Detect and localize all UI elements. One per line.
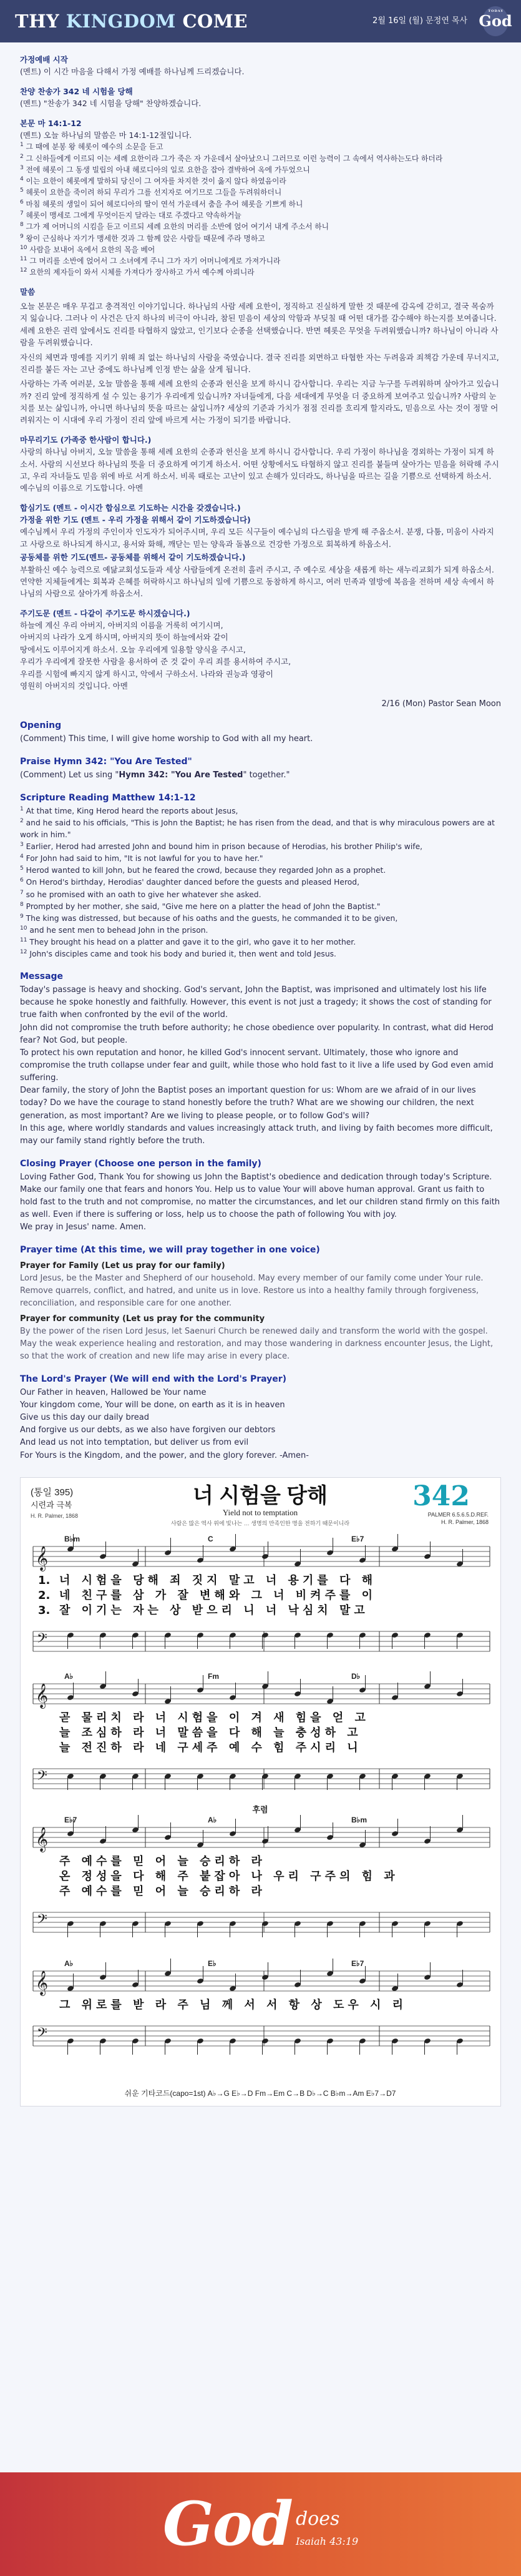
verse-number: 6	[20, 199, 24, 205]
chord-symbol: A♭	[64, 1671, 74, 1681]
header-bar	[0, 0, 521, 42]
lyric-line: 곧 물리치 라 너 시험을 이 겨 새 힘을 얻 고	[59, 1711, 369, 1724]
verse-number: 8	[20, 901, 24, 908]
text-line: For Yours is the Kingdom, and the power, and the glory forever. -Amen-	[20, 1450, 309, 1460]
en-family-prayer-line: Lord Jesus, be the Master and Shepherd of our household. May every member of our family come under Your rule. Remove quarrels, conflict, and hatred, and unite us in love. Restore us into a healthy family through forgiveness, reconciliation, and responsible care for one another.	[20, 1274, 484, 1309]
verse-number-label: 1.	[38, 1573, 51, 1587]
en-scripture-title: Scripture Reading Matthew 14:1-12	[20, 793, 196, 804]
verse-line	[20, 199, 501, 210]
chord-symbol: E♭7	[64, 1815, 77, 1824]
en-praise-title: Praise Hymn 342: "You Are Tested"	[20, 757, 192, 767]
chord-symbol: B♭m	[64, 1534, 80, 1543]
chord-symbol: D♭	[351, 1671, 361, 1681]
text-line: 땅에서도 이루어지게 하소서. 오늘 우리에게 일용할 양식을 주시고,	[20, 644, 246, 654]
verse-text: 사람을 보내어 옥에서 요한의 목을 베어	[27, 245, 155, 254]
verse-number: 5	[20, 187, 24, 194]
lyric-line: 주 예수를 믿 어 늘 승리하 라	[59, 1854, 266, 1868]
hymn-title-en: Yield not to temptation	[222, 1507, 298, 1517]
text-line: 아버지의 나라가 오게 하시며, 아버지의 뜻이 하늘에서와 같이	[20, 632, 228, 642]
text-line: 영원히 아버지의 것입니다. 아멘	[20, 681, 128, 691]
verse-text: and he said to his officials, "This is John the Baptist; he has risen from the dead, and that is why miraculous powers are at work in him."	[20, 818, 495, 840]
ko-scripture-line: (멘트) 오늘 하나님의 말씀은 마 14:1-12절입니다.	[20, 130, 192, 140]
text-line: 사랑하는 가족 여러분, 오늘 말씀을 통해 세례 요한의 순종과 헌신을 보게 하시니 감사합니다. 우리는 지금 누구를 두려워하며 살아가고 있습니까? 진리 앞에 정직하게 설 수 있는 용기가 우리에게 있습니까? 자녀들에게, 다음 세대에게 무엇을 더 중요하게 보여주고 있습니까? 사람의 눈치를 보는 삶입니까, 아니면 하나님의 뜻을 따르는 삶입니까? 세상의 기준과 가치가 점점 진리를 흐리게 할지라도, 믿음으로 사는 것이 정말 어려워지는 이 시대에 우리 가정이 진리 앞에 바르게 서는 가정이 되기를 바랍니다.	[20, 379, 499, 425]
verse-text: 헤롯이 요한을 죽이려 하되 무리가 그를 선지자로 여기므로 그들을 두려워하더니	[23, 188, 282, 197]
hymn-title-ko: 너 시험을 당해	[193, 1483, 328, 1508]
verse-line	[20, 913, 501, 925]
verse-number: 1	[20, 805, 24, 812]
hymn-subtitle: 사람은 많은 역사 위에 빛나는 … 생명의 만족인한 명을 전하기 때문이니라	[170, 1520, 350, 1526]
bass-clef-icon: 𝄢	[37, 2025, 47, 2044]
hymn-number: 342	[412, 1480, 470, 1512]
verse-line	[20, 925, 501, 937]
verse-line	[20, 901, 501, 913]
chord-symbol: E♭	[208, 1959, 217, 1968]
text-line: 자신의 체면과 명예를 지키기 위해 죄 없는 하나님의 사람을 죽였습니다. 결국 진리를 외면하고 타협한 자는 두려움과 죄책감 가운데 무너지고, 진리를 붙든 자는 고난 중에도 하나님께 인정 받는 삶을 살게 됩니다.	[20, 352, 499, 374]
text-line: 우리가 우리에게 잘못한 사람을 용서하여 준 것 같이 우리 죄를 용서하여 주시고,	[20, 657, 291, 667]
lyric-line: 온 정성을 다 해 주 붙잡아 나 우리 구주의 힘 과	[59, 1869, 399, 1883]
text-line: Our Father in heaven, Hallowed be Your name	[20, 1387, 207, 1397]
verse-number: 6	[20, 877, 24, 884]
verse-text: and he sent men to behead John in the prison.	[27, 926, 208, 935]
verse-number: 7	[20, 210, 24, 217]
verse-text: On Herod's birthday, Herodias' daughter danced before the guests and pleased Herod,	[23, 878, 359, 887]
verse-text: 헤롯이 맹세로 그에게 무엇이든지 달라는 대로 주겠다고 약속하거늘	[23, 210, 241, 220]
verse-text: Herod wanted to kill John, but he feared the crowd, because they regarded John as a prophet.	[23, 866, 386, 875]
verse-line	[20, 889, 501, 901]
verse-text: 요한의 제자들이 와서 시체를 가져다가 장사하고 가서 예수께 아뢰니라	[27, 268, 255, 277]
bass-clef-icon: 𝄢	[37, 1911, 47, 1930]
lyric-line: 늘 전진하 라 네 구세주 예 수 힘 주시리 니	[59, 1741, 362, 1754]
text-line: John did not compromise the truth before authority; he chose obedience over popularity. In contrast, what did Herod fear? Not God, but people.	[20, 1023, 494, 1045]
en-community-prayer-title: Prayer for community (Let us pray for the community	[20, 1314, 265, 1324]
verse-line	[20, 817, 501, 841]
ko-opening-line: (멘트) 이 시간 마음을 다해서 가정 예배를 하나님께 드리겠습니다.	[20, 67, 245, 77]
text-line: In this age, where worldly standards and values increasingly attack truth, and living by faith becomes more difficult, may our family stand rightly before the truth.	[20, 1123, 493, 1146]
hymn-tune: PALMER 6.5.6.5.D.REF.	[427, 1511, 489, 1518]
korean-section	[20, 54, 501, 692]
verse-text: 마침 헤롯의 생일이 되어 헤로디아의 딸이 연석 가운데서 춤을 추어 헤롯을 기쁘게 하니	[23, 199, 303, 209]
treble-clef-icon: 𝄞	[36, 1683, 49, 1708]
ko-community-prayer-line: 부활하신 예수 능력으로 예닮교회성도들과 세상 사람들에게 온전히 흘러 주시고, 주 예수로 세상을 새롭게 하는 새누리교회가 되게 하옵소서. 연약한 지체들에게는 회복과 은혜를 허락하시고 하나님의 일에 기쁨으로 동참하게 하시고, 여러 민족과 열방에 복음을 전하며 세상 속에서 하나님의 사람으로 살아가게 하옵소서.	[20, 564, 494, 599]
refrain-label: 후렴	[252, 1804, 268, 1814]
verse-number: 9	[20, 913, 24, 920]
hymn-author-right: H. R. Palmer, 1868	[441, 1518, 489, 1525]
en-closing-title: Closing Prayer (Choose one person in the family)	[20, 1158, 261, 1169]
text-line: And forgive us our debts, as we also have forgiven our debtors	[20, 1425, 276, 1435]
treble-clef-icon: 𝄞	[36, 1545, 49, 1571]
god-today-logo: God TODAY	[482, 6, 509, 36]
verse-text: 그 머리를 소반에 얹어서 그 소녀에게 주니 그가 자기 어머니에게로 가져가니라	[27, 257, 281, 266]
text-line: To protect his own reputation and honor, he killed God's innocent servant. Ultimately, those who ignore and compromise the truth collapse under fear and guilt, while those who hold fast to it live a life used by God even amid suffering.	[20, 1048, 494, 1083]
verse-number-label: 2.	[38, 1588, 51, 1602]
verse-number: 3	[20, 164, 24, 171]
en-family-prayer-title: Prayer for Family (Let us pray for our family)	[20, 1261, 225, 1271]
en-closing-amen: We pray in Jesus' name. Amen.	[20, 1222, 146, 1232]
chord-symbol: C	[208, 1534, 213, 1543]
verse-number: 1	[20, 142, 24, 149]
verse-number: 5	[20, 865, 24, 872]
english-date-line: 2/16 (Mon) Pastor Sean Moon	[381, 699, 501, 709]
verse-line	[20, 210, 501, 221]
en-prayer-title: Prayer time (At this time, we will pray together in one voice)	[20, 1245, 320, 1256]
verse-text: They brought his head on a platter and gave it to the girl, who gave it to her mother.	[27, 938, 356, 947]
en-opening-title: Opening	[20, 720, 62, 731]
verse-line	[20, 853, 501, 865]
verse-number: 11	[20, 937, 27, 944]
verse-number: 12	[20, 949, 27, 956]
treble-clef-icon: 𝄞	[36, 1970, 49, 1995]
verse-line	[20, 164, 501, 175]
ko-lords-prayer-title: 주기도문 (멘트 - 다같이 주기도문 하시겠습니다.)	[20, 608, 190, 618]
hymn-guitar-note: 쉬운 기타코드(capo=1st) A♭→G E♭→D Fm→Em C→B D♭→C B♭m→Am E♭7→D7	[124, 2088, 396, 2098]
hymn-category: 시련과 극복	[31, 1500, 72, 1510]
verse-text: At that time, King Herod heard the reports about Jesus,	[23, 806, 238, 815]
verse-number: 8	[20, 222, 24, 229]
lyric-line: 늘 조심하 라 너 말씀을 다 해 늘 충성하 고	[59, 1726, 362, 1739]
ko-opening-title: 가정예배 시작	[20, 55, 68, 64]
verse-number: 3	[20, 842, 24, 848]
verse-text: John's disciples came and took his body and buried it, then went and told Jesus.	[27, 950, 336, 959]
verse-number: 4	[20, 853, 24, 860]
verse-text: 그 신하들에게 이르되 이는 세례 요한이라 그가 죽은 자 가운데서 살아났으니 그러므로 이런 능력이 그 속에서 역사하는도다 하더라	[23, 154, 443, 163]
english-section	[20, 719, 501, 1462]
lyric-line: 잘 이기는 자는 상 받으리 니 너 낙심치 말고	[59, 1603, 369, 1617]
ko-family-prayer-line: 예수님께서 우리 가정의 주인이자 인도자가 되어주시며, 우리 모든 식구들이 예수님의 다스림을 받게 해 주옵소서. 분쟁, 다툼, 미움이 사라지고 사랑으로 하나되게 하시고, 용서와 화해, 깨닫는 믿는 양육과 돌봄으로 건강한 가정으로 회복하게 하옵소서.	[20, 527, 494, 549]
verse-number: 2	[20, 817, 24, 824]
verse-number: 10	[20, 244, 27, 251]
en-verse-list	[20, 805, 501, 961]
ko-lords-prayer-body	[20, 619, 501, 692]
verse-line	[20, 841, 501, 853]
ko-message-body	[20, 300, 501, 426]
verse-text: 그가 제 어머니의 시킴을 듣고 이르되 세례 요한의 머리를 소반에 얹어 여기서 내게 주소서 하니	[23, 222, 329, 232]
text-line: 하늘에 계신 우리 아버지, 아버지의 이름을 거룩히 여기시며,	[20, 621, 223, 630]
footer-side	[296, 2505, 358, 2549]
verse-number: 7	[20, 889, 24, 896]
ko-praise-line: (멘트) "찬송가 342 네 시험을 당해" 찬양하겠습니다.	[20, 99, 202, 109]
verse-text: 전에 헤롯이 그 동생 빌립의 아내 헤로디아의 일로 요한을 잡아 결박하여 옥에 가두었으니	[23, 165, 310, 174]
bass-clef-icon: 𝄢	[37, 1767, 47, 1787]
en-message-title: Message	[20, 971, 64, 982]
verse-number: 2	[20, 153, 24, 160]
ko-community-prayer-title: 공동체를 위한 기도(멘트- 공동체를 위해서 같이 기도하겠습니다.)	[20, 553, 246, 563]
lyric-line: 네 친구를 삼 가 잘 변해와 그 너 비켜주를 이	[59, 1588, 376, 1602]
verse-line	[20, 153, 501, 164]
verse-number: 9	[20, 233, 24, 240]
verse-text: The king was distressed, but because of his oaths and the guests, he commanded it to be given,	[23, 914, 398, 923]
text-line: And lead us not into temptation, but deliver us from evil	[20, 1438, 249, 1448]
verse-line	[20, 805, 501, 817]
ko-prayer-title: 합심기도 (멘트 - 이시간 합심으로 기도하는 시간을 갖겠습니다.)	[20, 503, 241, 513]
lyric-line: 그 위로를 받 라 주 님 께 서 서 항 상 도우 시 리	[59, 1998, 407, 2012]
header-date-author: 2월 16일 (월) 문정연 목사	[372, 16, 467, 26]
lyric-line: 너 시험을 당해 죄 짓지 말고 너 용기를 다 해	[59, 1573, 376, 1587]
footer-banner	[0, 2472, 521, 2576]
verse-text: Earlier, Herod had arrested John and bound him in prison because of Herodias, his brother Philip's wife,	[23, 842, 423, 852]
en-closing-line: Loving Father God, Thank You for showing us John the Baptist's obedience and dedication through today's Scripture. Make our family one that fears and honors You. Help us to value Your will above human approval. Grant us faith to hold fast to the truth and not compromise, no matter the circumstances, and let our children stand firmly on this faith as well. Even if there is suffering or loss, help us to choose the path of following You with joy.	[20, 1172, 500, 1220]
verse-line	[20, 141, 501, 152]
text-line: 오늘 본문은 매우 무겁고 충격적인 이야기입니다. 하나님의 사람 세례 요한이, 정직하고 진실하게 말한 것 때문에 감옥에 갇히고, 결국 목숨까지 잃습니다. 그러나 이 사건은 단지 하나의 비극이 아니라, 참된 믿음이 세상의 악함과 부딪칠 때 어떤 대가를 감수해야 하는지를 보여줍니다. 세례 요한은 권력 앞에서도 진리를 타협하지 않았고, 인기보다 순종을 선택했습니다. 반면 헤롯은 무엇을 두려워했습니까? 하나님이 아니라 사람을 두려워했습니다.	[20, 302, 499, 348]
verse-number: 12	[20, 267, 27, 274]
chord-symbol: A♭	[208, 1815, 217, 1824]
footer-does-word: does	[295, 2508, 340, 2530]
ko-closing-line: 사랑의 하나님 아버지, 오늘 말씀을 통해 세례 요한의 순종과 헌신을 보게 하시니 감사합니다. 우리 가정이 하나님을 경외하는 가정이 되게 하소서. 사람의 시선보다 하나님의 뜻을 더 중요하게 여기게 하소서. 어떤 상황에서도 타협하지 않고 진리를 붙들며 살아가는 믿음을 허락해 주시고, 우리 자녀들도 믿음 위에 바로 서게 하소서. 비록 때로는 고난이 있고 손해가 있더라도, 하나님을 따르는 길을 기쁨으로 선택하게 하소서. 예수님의 이름으로 기도합니다. 아멘	[20, 447, 499, 493]
verse-text: 이는 요한이 헤롯에게 말하되 당신이 그 여자를 차지한 것이 옳지 않다 하였음이라	[23, 177, 286, 186]
verse-line	[20, 233, 501, 244]
treble-clef-icon: 𝄞	[36, 1826, 49, 1852]
footer-god-word: God	[162, 2488, 292, 2559]
lyric-line: 주 예수를 믿 어 늘 승리하 라	[59, 1884, 266, 1898]
hymn-sheet	[20, 1477, 501, 2107]
verse-line	[20, 877, 501, 888]
chord-symbol: Fm	[208, 1671, 219, 1681]
verse-number: 4	[20, 176, 24, 183]
text-line: 우리를 시험에 빠지지 않게 하시고, 악에서 구하소서. 나라와 권능과 영광이	[20, 669, 273, 679]
en-lords-prayer-title: The Lord's Prayer (We will end with the Lord's Prayer)	[20, 1374, 287, 1385]
text-line: Dear family, the story of John the Baptist poses an important question for us: Whom are we afraid of in our lives today? Do we have the courage to stand honestly before the truth? What are we showing our children, the next generation, as most important? Are we living to please people, or to follow God's will?	[20, 1086, 476, 1121]
en-community-prayer-line: By the power of the risen Lord Jesus, let Saenuri Church be renewed daily and transform the world with the gospel. May the weak experience healing and restoration, and may those wandering in darkness encounter Jesus, the Light, so that the work of creation and new life may arise in every place.	[20, 1326, 494, 1362]
hymn-author-left: H. R. Palmer, 1868	[31, 1512, 79, 1519]
verse-line	[20, 175, 501, 187]
en-opening-line: (Comment) This time, I will give home worship to God with all my heart.	[20, 734, 313, 744]
ko-message-title: 말씀	[20, 287, 36, 297]
hymn-old-number: (통일 395)	[31, 1487, 74, 1498]
verse-text: so he promised with an oath to give her whatever she asked.	[23, 890, 261, 899]
bass-clef-icon: 𝄢	[37, 1630, 47, 1649]
text-line: Give us this day our daily bread	[20, 1413, 150, 1423]
chord-symbol: E♭7	[351, 1959, 364, 1968]
text-line: Your kingdom come, Your will be done, on earth as it is in heaven	[20, 1400, 285, 1410]
hymn-score	[21, 1478, 500, 2106]
chord-symbol: A♭	[64, 1959, 74, 1968]
brand-title: THY KINGDOM COME	[15, 10, 248, 32]
verse-line	[20, 255, 501, 267]
verse-text: 그 때에 분봉 왕 헤롯이 예수의 소문을 듣고	[23, 142, 163, 152]
verse-text: For John had said to him, "It is not lawful for you to have her."	[23, 854, 263, 863]
footer-verse-ref: Isaiah 43:19	[295, 2535, 359, 2547]
verse-line	[20, 221, 501, 232]
verse-line	[20, 267, 501, 278]
chord-symbol: E♭7	[351, 1534, 364, 1543]
ko-scripture-title: 본문 마 14:1-12	[20, 118, 82, 128]
ko-family-prayer-title: 가정을 위한 기도 (멘트 - 우리 가정을 위해서 같이 기도하겠습니다)	[20, 515, 251, 524]
verse-number: 10	[20, 925, 27, 932]
en-lords-prayer-body	[20, 1387, 501, 1462]
verse-number: 11	[20, 256, 27, 263]
verse-number-label: 3.	[38, 1603, 51, 1617]
en-message-body	[20, 984, 501, 1148]
text-line: Today's passage is heavy and shocking. God's servant, John the Baptist, was imprisoned and ultimately lost his life because he spoke honestly and faithfully. However, this event is not just a tragedy; it shows the cost of standing for true faith when confronted by the evil of the world.	[20, 985, 492, 1020]
verse-line	[20, 187, 501, 198]
verse-line	[20, 865, 501, 877]
verse-text: Prompted by her mother, she said, "Give me here on a platter the head of John the Baptist."	[23, 902, 381, 911]
ko-praise-title: 찬양 찬송가 342 네 시험을 당해	[20, 86, 133, 96]
ko-verse-list	[20, 141, 501, 278]
verse-line	[20, 948, 501, 960]
verse-line	[20, 244, 501, 255]
verse-text: 왕이 근심하나 자기가 맹세한 것과 그 함께 앉은 사람들 때문에 주라 명하고	[23, 234, 265, 243]
ko-closing-title: 마무리기도 (가족중 한사람이 합니다.)	[20, 435, 152, 445]
chord-symbol: B♭m	[351, 1815, 367, 1824]
verse-line	[20, 937, 501, 948]
en-praise-line: (Comment) Let us sing "Hymn 342: "You Are Tested" together."	[20, 770, 290, 780]
